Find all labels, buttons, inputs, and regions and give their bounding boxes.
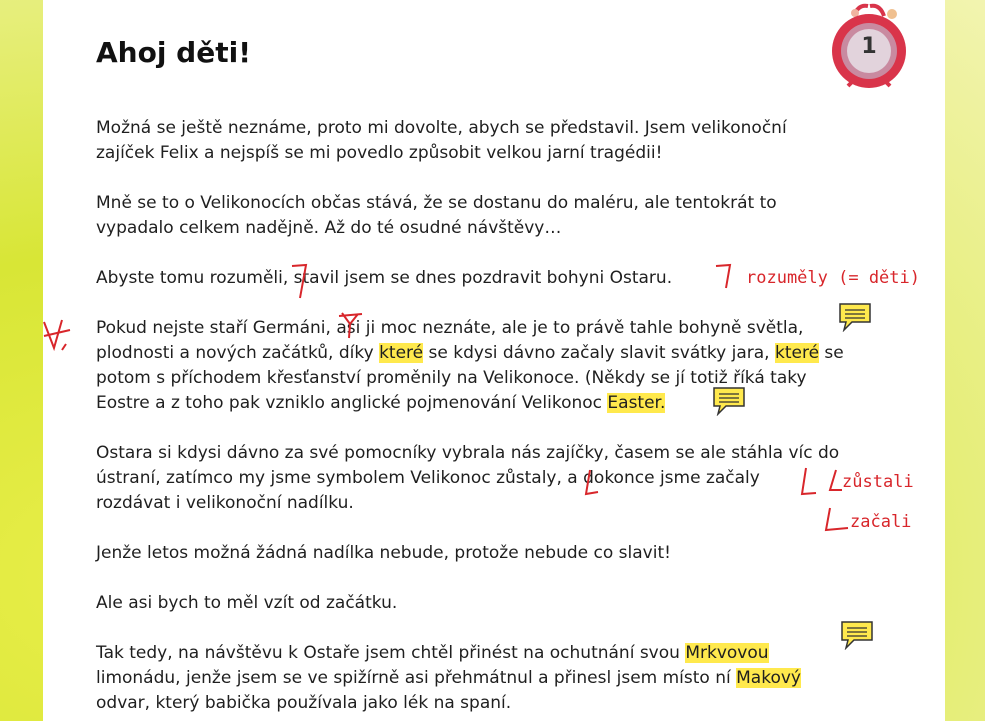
paragraph-2	[96, 191, 896, 241]
paragraph-6	[96, 541, 896, 566]
text-line: plodnosti a nových začátků, díky	[96, 343, 380, 363]
comment-icon[interactable]	[838, 302, 872, 332]
text-line: zajíček Felix a nejspíš se mi povedlo způsobit velkou jarní tragédii!	[96, 143, 663, 163]
text-line: vypadalo celkem nadějně. Až do té osudné návštěvy…	[96, 218, 562, 238]
paragraph-5	[96, 441, 896, 516]
correction-mark	[582, 468, 602, 500]
comment-icon[interactable]	[840, 620, 874, 650]
text-line: ústraní, zatímco my jsme symbolem Velikonoc zůstaly, a dokonce jsme začaly	[96, 468, 760, 488]
text-line: potom s příchodem křesťanství proměnily na Velikonoce. (Někdy se jí totiž říká taky	[96, 368, 807, 388]
correction-mark	[336, 310, 366, 340]
page-title: Ahoj děti!	[96, 36, 251, 69]
text-line: Možná se ještě neznáme, proto mi dovolte, abych se představil. Jsem velikonoční	[96, 118, 787, 138]
highlighted-word: Mrkvovou	[685, 643, 769, 663]
text-line: Abyste tomu rozuměli, stavil jsem se dnes pozdravit bohyni Ostaru.	[96, 268, 673, 288]
text-line: Tak tedy, na návštěvu k Ostaře jsem chtěl přinést na ochutnání svou	[96, 643, 686, 663]
annotation-rozumely: rozuměly (= děti)	[746, 268, 920, 288]
highlighted-word: které	[379, 343, 424, 363]
alarm-clock-badge	[828, 0, 910, 94]
paragraph-8	[96, 641, 896, 716]
highlighted-word: Makový	[736, 668, 801, 688]
annotation-zacali: začali	[850, 512, 912, 532]
text-line: Pokud nejste staří Germáni, asi ji moc neznáte, ale je to právě tahle bohyně světla,	[96, 318, 804, 338]
text-line: Ostara si kdysi dávno za své pomocníky vybrala nás zajíčky, časem se ale stáhla víc do	[96, 443, 840, 463]
text-line: se	[819, 343, 844, 363]
text-line: Mně se to o Velikonocích občas stává, že se dostanu do maléru, ale tentokrát to	[96, 193, 777, 213]
correction-mark	[290, 262, 310, 302]
text-line: rozdávat i velikonoční nadílku.	[96, 493, 354, 513]
correction-mark	[798, 466, 820, 500]
annotation-zustali: zůstali	[842, 472, 914, 492]
correction-mark	[40, 314, 76, 354]
highlighted-word: které	[774, 343, 820, 363]
correction-mark	[714, 262, 734, 292]
paragraph-4	[96, 316, 896, 416]
correction-mark	[822, 504, 850, 534]
paragraph-1	[96, 116, 896, 166]
badge-number: 1	[861, 34, 877, 59]
text-line: limonádu, jenže jsem se ve spižírně asi přehmátnul a přinesl jsem místo ní	[96, 668, 737, 688]
text-line: odvar, který babička používala jako lék na spaní.	[96, 693, 512, 713]
highlighted-word: Easter.	[607, 393, 666, 413]
text-line: se kdysi dávno začaly slavit svátky jara,	[423, 343, 775, 363]
text-line: Eostre a z toho pak vzniklo anglické pojmenování Velikonoc	[96, 393, 608, 413]
text-line: Jenže letos možná žádná nadílka nebude, protože nebude co slavit!	[96, 543, 671, 563]
text-line: Ale asi bych to měl vzít od začátku.	[96, 593, 398, 613]
comment-icon[interactable]	[712, 386, 746, 416]
paragraph-7	[96, 591, 896, 616]
